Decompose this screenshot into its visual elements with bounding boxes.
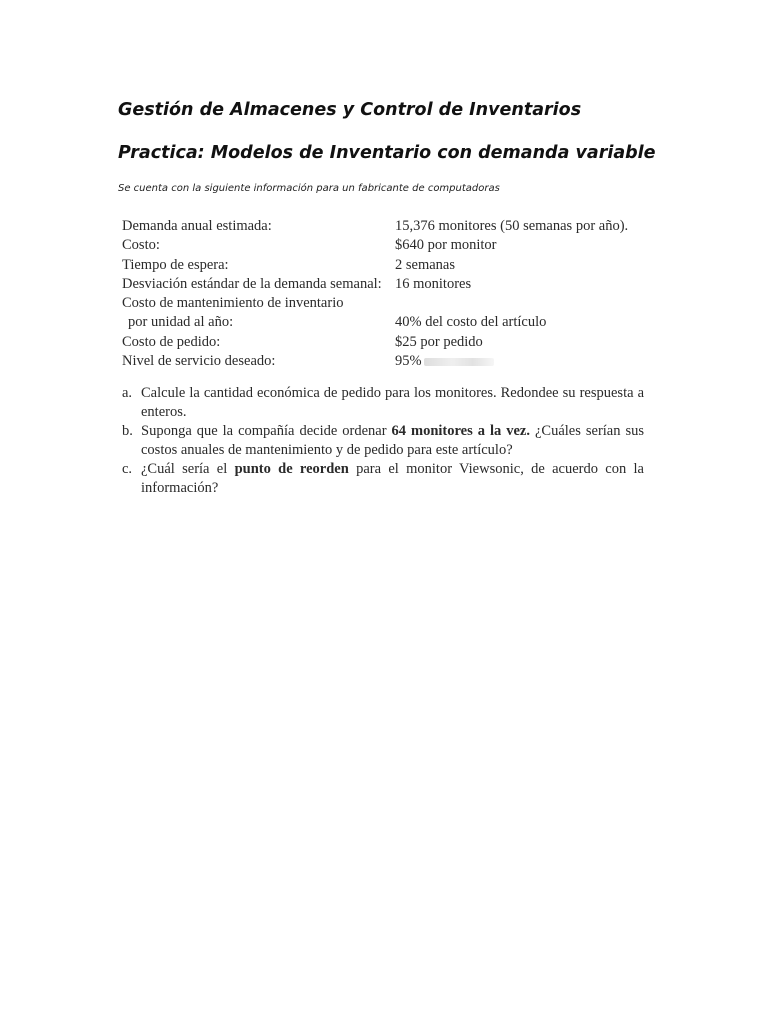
question-text-part: para el monitor Viewsonic, de acuerdo con la información? <box>141 461 644 496</box>
question-text <box>141 423 644 458</box>
info-label: por unidad al año: <box>128 314 234 331</box>
info-row <box>122 236 662 255</box>
question-item <box>122 384 644 421</box>
scan-smudge <box>424 358 494 366</box>
intro-text: Se cuenta con la siguiente información para un fabricante de computadoras <box>118 183 500 194</box>
question-text-part: Suponga que la compañía decide ordenar <box>141 423 392 439</box>
question-text-part: ¿Cuál sería el <box>141 461 235 477</box>
question-text <box>141 461 644 496</box>
document-subtitle: Practica: Modelos de Inventario con demanda variable <box>118 143 656 163</box>
question-letter: a. <box>122 385 133 401</box>
info-value: 40% del costo del artículo <box>395 314 547 331</box>
question-text-part: ¿Cuáles serían sus costos anuales de mantenimiento y de pedido para este artículo? <box>141 423 645 458</box>
info-label: Costo de pedido: <box>122 333 221 350</box>
document-title: Gestión de Almacenes y Control de Inventarios <box>118 100 582 120</box>
info-label: Desviación estándar de la demanda semanal: <box>122 275 382 292</box>
info-value: 15,376 monitores (50 semanas por año). <box>395 218 629 234</box>
question-letter: c. <box>122 461 133 477</box>
info-row <box>122 217 662 236</box>
question-emphasis: punto de reorden <box>234 461 349 477</box>
info-label: Costo de mantenimiento de inventario <box>122 295 344 312</box>
question-letter: b. <box>122 423 133 439</box>
info-row <box>122 333 662 352</box>
info-row <box>122 256 662 275</box>
info-table <box>122 217 662 371</box>
info-label: Demanda anual estimada: <box>122 218 272 234</box>
info-value: 16 monitores <box>395 275 472 292</box>
question-text <box>141 385 644 420</box>
info-value: $25 por pedido <box>395 333 483 350</box>
info-row <box>122 294 662 313</box>
info-row <box>122 352 662 371</box>
info-value <box>395 352 494 371</box>
info-value-text: 95% <box>395 353 422 370</box>
info-row <box>122 313 662 332</box>
info-value: $640 por monitor <box>395 237 497 254</box>
info-row <box>122 275 662 294</box>
question-emphasis: 64 monitores a la vez. <box>391 423 530 439</box>
info-value: 2 semanas <box>395 256 455 273</box>
question-item <box>122 460 644 497</box>
info-label: Costo: <box>122 237 160 254</box>
info-label: Tiempo de espera: <box>122 256 229 273</box>
questions-list <box>122 384 644 498</box>
question-item <box>122 422 644 459</box>
question-text-part: Calcule la cantidad económica de pedido para los monitores. Redondee su respuesta a enteros. <box>141 385 644 420</box>
info-label: Nivel de servicio deseado: <box>122 353 276 370</box>
